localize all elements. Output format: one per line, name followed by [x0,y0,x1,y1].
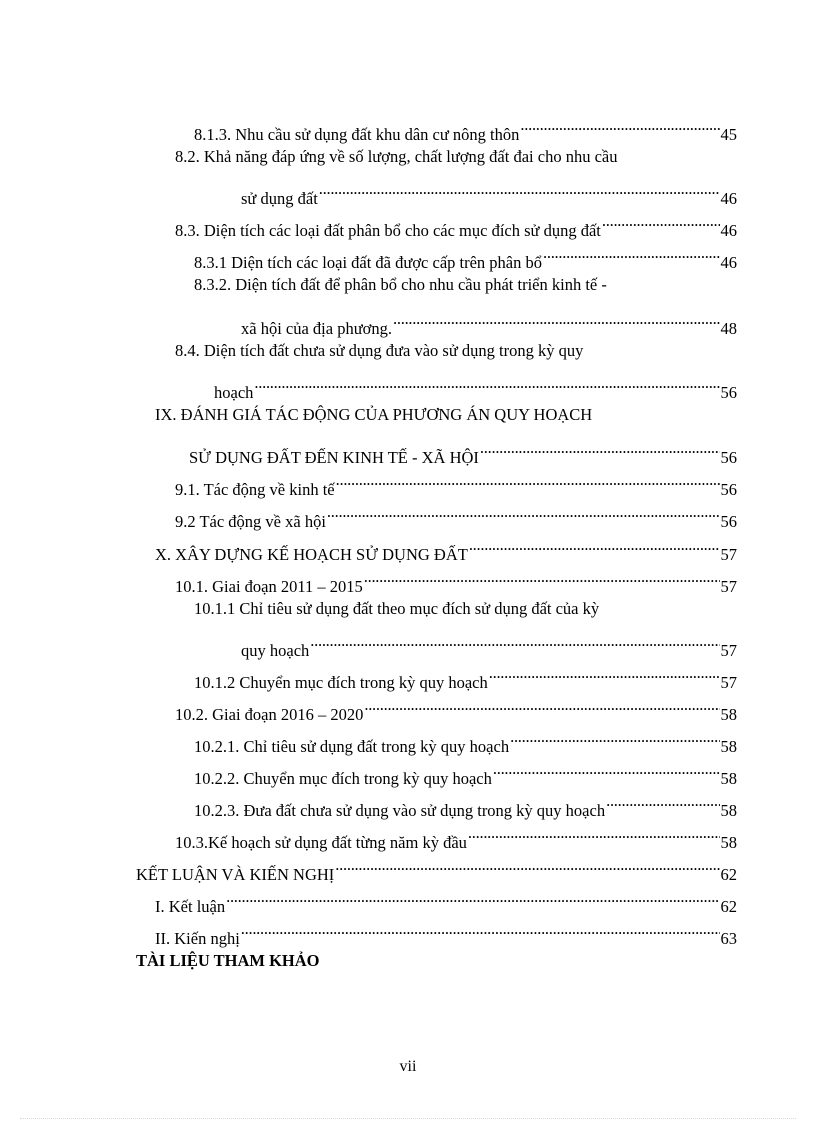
toc-entry-title: 8.1.3. Nhu cầu sử dụng đất khu dân cư nông thôn [194,125,520,144]
toc-entry-title: 10.1.1 Chỉ tiêu sử dụng đất theo mục đích sử dụng đất của kỳ [194,599,600,618]
toc-entry-title: TÀI LIỆU THAM KHẢO [136,951,320,970]
toc-leader-dots [468,818,720,848]
toc-entry-page: 48 [720,319,737,338]
toc-entry-page: 58 [720,833,737,852]
toc-entry-title: 8.4. Diện tích đất chưa sử dụng đưa vào sử dụng trong kỳ quy [175,341,584,360]
toc-entry-page: 56 [720,480,737,499]
toc-leader-dots [241,914,720,944]
toc-entry-page: 62 [720,865,737,884]
toc-entry [194,270,607,300]
toc-entry-continuation [214,368,737,402]
toc-entry-page: 57 [720,641,737,660]
toc-leader-dots [226,882,719,912]
toc-entry-title: IX. ĐÁNH GIÁ TÁC ĐỘNG CỦA PHƯƠNG ÁN QUY HOẠCH [155,405,593,424]
toc-entry-page: 46 [720,221,737,240]
toc-entry-page: 46 [720,253,737,272]
toc-entry [155,882,737,916]
toc-leader-dots [520,110,719,140]
toc-entry-title: SỬ DỤNG ĐẤT ĐẾN KINH TẾ - XÃ HỘI [189,448,479,467]
toc-entry [175,562,737,596]
toc-entry-title: 10.2.3. Đưa đất chưa sử dụng vào sử dụng trong kỳ quy hoạch [194,801,606,820]
toc-entry-title: X. XÂY DỰNG KẾ HOẠCH SỬ DỤNG ĐẤT [155,545,468,564]
toc-leader-dots [602,206,720,236]
toc-entry [175,465,737,499]
toc-leader-dots [335,850,719,880]
toc-leader-dots [393,304,719,334]
toc-leader-dots [543,238,720,268]
toc-entry-page: 62 [720,897,737,916]
toc-entry [194,658,737,692]
toc-entry-title: I. Kết luận [155,897,226,916]
toc-entry-continuation [241,174,737,208]
toc-leader-dots [606,786,719,816]
toc-leader-dots [469,530,720,560]
toc-entry-page: 45 [720,125,737,144]
toc-entry [194,786,737,820]
toc-entry [155,914,737,948]
toc-leader-dots [510,722,719,752]
toc-entry-title: 10.1.2 Chuyển mục đích trong kỳ quy hoạch [194,673,488,692]
toc-entry [155,530,737,564]
toc-entry [175,336,583,366]
toc-entry-page: 46 [720,189,737,208]
toc-entry-title: 9.2 Tác động về xã hội [175,512,326,531]
toc-entry-page: 58 [720,801,737,820]
toc-entry [194,754,737,788]
toc-entry [175,142,617,172]
toc-entry-title: 10.2. Giai đoạn 2016 – 2020 [175,705,364,724]
toc-entry-title: hoạch [214,383,254,402]
toc-leader-dots [327,497,720,527]
toc-entry-title: 8.3.2. Diện tích đất để phân bổ cho nhu cầu phát triển kinh tế - [194,275,607,294]
toc-entry-title: 10.2.2. Chuyển mục đích trong kỳ quy hoạch [194,769,492,788]
toc-entry-page: 58 [720,705,737,724]
page-number-footer: vii [399,1058,417,1075]
toc-entry [194,110,737,144]
toc-leader-dots [254,368,719,398]
toc-leader-dots [493,754,720,784]
toc-leader-dots [480,433,720,463]
toc-leader-dots [336,465,720,495]
toc-leader-dots [364,690,719,720]
toc-entry-title: KẾT LUẬN VÀ KIẾN NGHỊ [136,865,335,884]
toc-entry-continuation [241,304,737,338]
toc-entry-continuation [189,433,737,467]
toc-entry-title: 8.2. Khả năng đáp ứng về số lượng, chất lượng đất đai cho nhu cầu [175,147,618,166]
toc-entry-page: 56 [720,448,737,467]
toc-entry [175,497,737,531]
toc-leader-dots [310,626,719,656]
toc-entry-title: 10.3.Kế hoạch sử dụng đất từng năm kỳ đầu [175,833,467,852]
toc-entry-title: II. Kiến nghị [155,929,240,948]
toc-entry-page: 63 [720,929,737,948]
toc-entry-page: 56 [720,512,737,531]
toc-leader-dots [364,562,720,592]
toc-entry [136,850,737,884]
toc-entry-page: 56 [720,383,737,402]
toc-entry [155,400,592,430]
toc-entry-title: 8.3. Diện tích các loại đất phân bổ cho các mục đích sử dụng đất [175,221,601,240]
toc-entry-references [136,946,320,976]
toc-entry [194,238,737,272]
toc-entry-title: 9.1. Tác động về kinh tế [175,480,335,499]
toc-entry-title: 10.2.1. Chỉ tiêu sử dụng đất trong kỳ quy hoạch [194,737,510,756]
toc-entry-page: 57 [720,673,737,692]
toc-entry [175,206,737,240]
toc-entry [194,594,599,624]
toc-entry-title: xã hội của địa phương. [241,319,393,338]
page-bottom-divider [20,1118,796,1119]
toc-entry-page: 57 [720,545,737,564]
toc-entry-page: 57 [720,577,737,596]
toc-entry [175,690,737,724]
toc-entry [194,722,737,756]
toc-leader-dots [319,174,720,204]
toc-entry [175,818,737,852]
toc-entry-page: 58 [720,769,737,788]
toc-entry-title: sử dụng đất [241,189,318,208]
toc-entry-continuation [241,626,737,660]
toc-entry-title: quy hoạch [241,641,310,660]
toc-entry-title: 8.3.1 Diện tích các loại đất đã được cấp trên phân bổ [194,253,542,272]
toc-entry-title: 10.1. Giai đoạn 2011 – 2015 [175,577,363,596]
toc-entry-page: 58 [720,737,737,756]
toc-leader-dots [489,658,720,688]
